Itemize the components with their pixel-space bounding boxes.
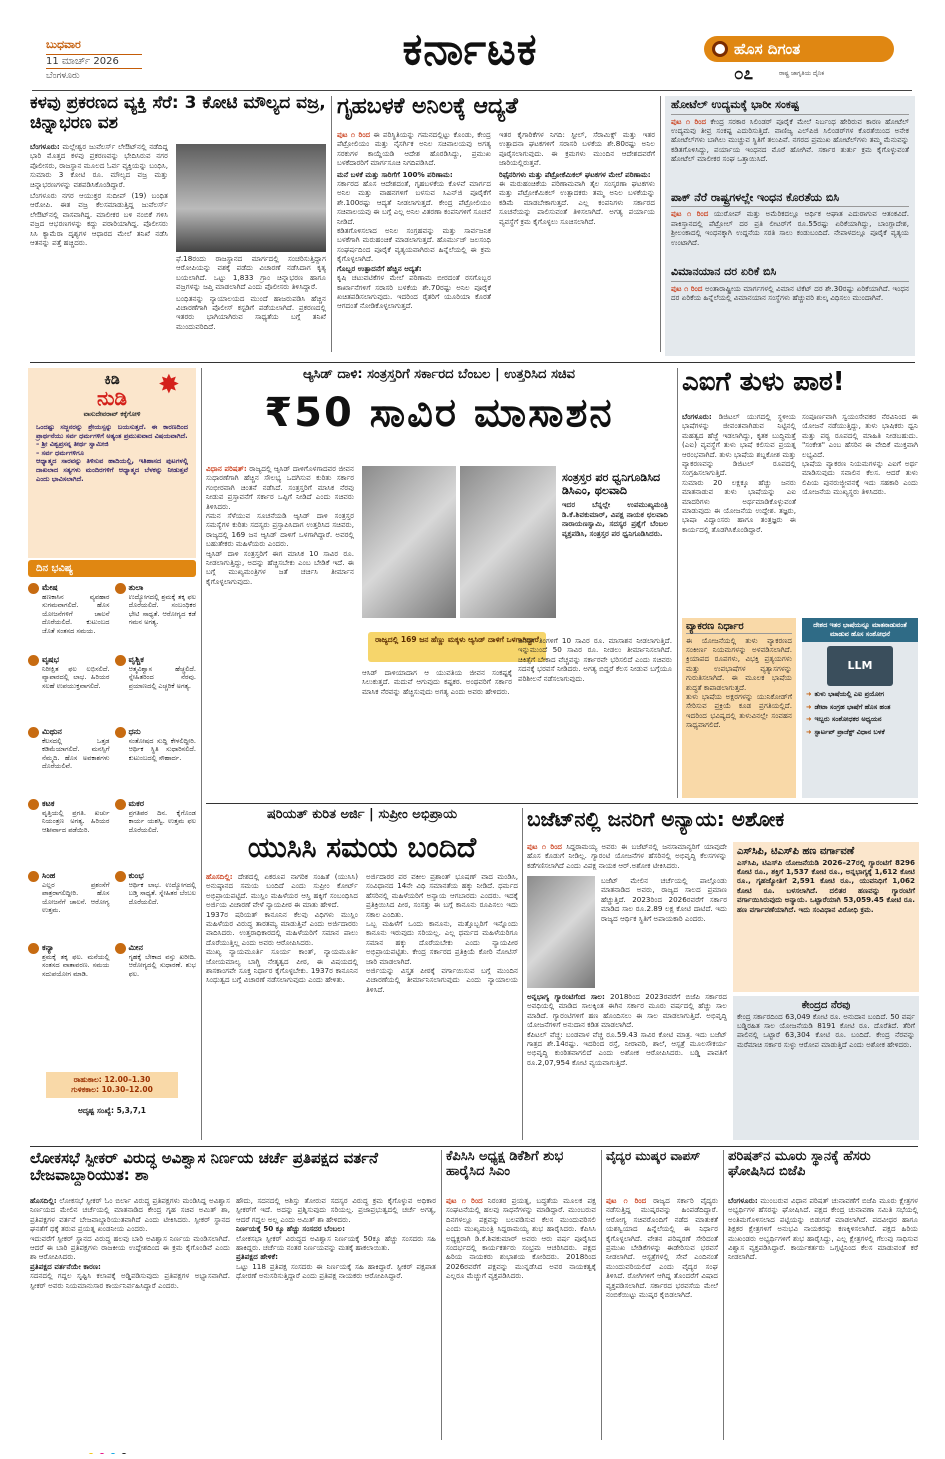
ucc-para-2: 1937ರ ಷರಿಯತ್ ಕಾನೂನಿನ ಕೆಲವು ವಿಧಿಗಳು ಮುಸ್ಲಿಂ ಮಹಿಳೆಯರ ವಿರುದ್ಧ ತಾರತಮ್ಯ ಮಾಡುತ್ತಿವೆ ಎಂದು ಅರ್ಜಿದಾರರು ವಾದಿಸಿದರು. ಉತ್ತರಾಧಿಕಾರದಲ್ಲಿ ಮಹಿಳೆಯರಿಗೆ ಸಮಾನ ಪಾಲು ದೊರೆಯುತ್ತಿಲ್ಲ ಎಂದು ಅವರು ಆರೋಪಿಸಿದರು. <box>206 909 358 947</box>
gas-sub-2: ಗೊಬ್ಬರ ಉತ್ಪಾದನೆಗೆ ಹೆಚ್ಚಿನ ಆದ್ಯತೆ: <box>337 263 422 273</box>
tulu-story <box>682 368 918 800</box>
section-title: ಕರ್ನಾಟಕ <box>402 24 538 75</box>
kpcc-text: ನಿರಂತರ ಪ್ರಯತ್ನ, ಬದ್ಧತೆಯ ಮೂಲಕ ಪಕ್ಷ ಸಂಘಟನೆಯಲ್ಲಿ ಹಲವು ಸಾಧನೆಗಳನ್ನು ಮಾಡಿದ್ದಾರೆ. ಮುಂಬರುವ ದಿನಗಳಲ್ಲೂ ಪಕ್ಷವನ್ನು ಬಲಪಡಿಸುವ ಕೆಲಸ ಮುಂದುವರಿಸಲಿ ಎಂದು ಮುಖ್ಯಮಂತ್ರಿ ಸಿದ್ದರಾಮಯ್ಯ ಶುಭ ಹಾರೈಸಿದರು. ಕೆಪಿಸಿಸಿ ಅಧ್ಯಕ್ಷರಾಗಿ ಡಿ.ಕೆ.ಶಿವಕುಮಾರ್ ಅವರು ಆರು ವರ್ಷ ಪೂರೈಸಿದ ಸಂದರ್ಭದಲ್ಲಿ ಕಾರ್ಯಕರ್ತರು ಸಂಭ್ರಮ ಆಚರಿಸಿದರು. ಪಕ್ಷದ ಹಿರಿಯ ನಾಯಕರು ಶುಭಾಶಯ ಕೋರಿದರು. 2018ರಿಂದ 2026ರವರೆಗೆ ಪಕ್ಷವನ್ನು ಮುನ್ನಡೆಸಿದ ಅವರ ನಾಯಕತ್ವಕ್ಕೆ ಎಲ್ಲರೂ ಮೆಚ್ಚುಗೆ ವ್ಯಕ್ತಪಡಿಸಿದರು. <box>446 1196 596 1281</box>
horoscope-sign <box>115 799 197 868</box>
hotel-dateline: ಪುಟ ೧ ರಿಂದ <box>671 116 707 126</box>
kidi-text-2: ಆಧ್ಯಾತ್ಮದ ಸಾರವನ್ನು ತಿಳಿಸುವ ಹಾದಿಯಲ್ಲಿ, ಇತಿಹಾಸದ ಪುಟಗಳಲ್ಲಿ ದಾಖಲಾದ ಸತ್ಯಗಳು ಮಂದಿರಗಳಿಗೆ ಆಧ್ಯಾತ್ಮದ ಬೆಳಕನ್ನು ನೀಡುತ್ತವೆ ಎಂದು ಭಾವಿಸಲಾಗಿದೆ. <box>36 457 188 483</box>
sign-text: ವೃತ್ತಿಯಲ್ಲಿ ಪ್ರಗತಿ. ಖರ್ಚು ನಿಯಂತ್ರಣ ಅಗತ್ಯ. ಹಿರಿಯರ ಆಶೀರ್ವಾದ ಪಡೆಯಿರಿ. <box>42 809 110 834</box>
tulu-para-6: ತುಳು ಭಾಷೆಯ ಅಕ್ಷರಗಳನ್ನು ಯುನಿಕೋಡ್‌ಗೆ ಸೇರಿಸುವ ಪ್ರಕ್ರಿಯೆ ಕೂಡ ಪ್ರಗತಿಯಲ್ಲಿದೆ. ಇದರಿಂದ ಭವಿಷ್ಯದಲ್ಲಿ ತುಳುವಿನಲ್ಲೇ ಸಂವಹನ ಸಾಧ್ಯವಾಗಲಿದೆ. <box>686 691 792 730</box>
sign-name: ಕಟಕ <box>42 799 55 808</box>
kidi-title: ಕಿಡಿ <box>104 372 120 388</box>
sign-text: ಕೆಲಸದಲ್ಲಿ ಒತ್ತಡ ಕಡಿಮೆಯಾಗಲಿದೆ. ಮನಸ್ಸಿಗೆ ನೆಮ್ಮದಿ. ಹೊಸ ಅವಕಾಶಗಳು ದೊರೆಯಲಿವೆ. <box>42 737 110 771</box>
tulu-para-4: ಭಾಷೆಯ ವ್ಯಾಕರಣ ನಿಯಮಗಳನ್ನು ಎಐಗೆ ಅರ್ಥ ಮಾಡಿಸುವುದು ಸವಾಲಿನ ಕೆಲಸ. ಆದರೆ ತುಳು ಲಿಪಿಯ ಪುನರುಜ್ಜೀವನಕ್ಕೆ ಇದು ಸಹಕಾರಿ ಎಂದು ಯೋಜನೆಯ ಮುಖ್ಯಸ್ಥರು ತಿಳಿಸಿದರು. <box>802 459 918 497</box>
council-story <box>728 1150 918 1440</box>
shah-sub-3: ಪ್ರತಿಪಕ್ಷದ ಹೇಳಿಕೆ: <box>236 1252 279 1262</box>
horoscope <box>28 560 196 1140</box>
ucc-para-4: ಅರ್ಜಿದಾರರ ಪರ ವಕೀಲ ಪ್ರಶಾಂತ್ ಭೂಷಣ್ ವಾದ ಮಂಡಿಸಿ, ಸಂವಿಧಾನದ 14ನೇ ವಿಧಿ ಸಮಾನತೆಯ ಹಕ್ಕು ನೀಡಿದೆ. ಧರ್ಮದ ಹೆಸರಿನಲ್ಲಿ ಮಹಿಳೆಯರಿಗೆ ಅನ್ಯಾಯ ಆಗಬಾರದು ಎಂದರು. ಇದಕ್ಕೆ ಪ್ರತಿಕ್ರಿಯಿಸಿದ ಪೀಠ, ಸಂಸತ್ತು ಈ ಬಗ್ಗೆ ಕಾನೂನು ರೂಪಿಸಲು ಇದು ಸಕಾಲ ಎಂದಿತು. <box>366 872 518 919</box>
sign-text: ಹಣಕಾಸಿನ ವ್ಯವಹಾರ ಸುಗಮವಾಗಲಿದೆ. ಹೊಸ ಯೋಜನೆಗಳಿಗೆ ಚಾಲನೆ ದೊರೆಯಲಿದೆ. ಕುಟುಂಬದ ಜೊತೆ ಸಂತಸದ ಸಮಯ. <box>42 593 110 635</box>
tulu-para-2: ಸುಮಾರು 20 ಲಕ್ಷಕ್ಕೂ ಹೆಚ್ಚು ಜನರು ಮಾತನಾಡುವ ತುಳು ಭಾಷೆಯನ್ನು ಎಐ ಮಾದರಿಗಳು ಅರ್ಥಮಾಡಿಕೊಳ್ಳುವಂತೆ ಮಾಡುವುದು ಈ ಯೋಜನೆಯ ಉದ್ದೇಶ. ತಜ್ಞರು, ಭಾಷಾ ವಿದ್ವಾಂಸರು ಹಾಗೂ ತಂತ್ರಜ್ಞರು ಈ ಕಾರ್ಯದಲ್ಲಿ ತೊಡಗಿಸಿಕೊಂಡಿದ್ದಾರೆ. <box>682 477 796 534</box>
council-text: ಮುಂಬರುವ ವಿಧಾನ ಪರಿಷತ್ ಚುನಾವಣೆಗೆ ಬಿಜೆಪಿ ಮೂರು ಕ್ಷೇತ್ರಗಳ ಅಭ್ಯರ್ಥಿಗಳ ಹೆಸರನ್ನು ಘೋಷಿಸಿದೆ. ಪಕ್ಷದ ಕೇಂದ್ರ ಚುನಾವಣಾ ಸಮಿತಿ ಸಭೆಯಲ್ಲಿ ಅಂತಿಮಗೊಳಿಸಲಾದ ಪಟ್ಟಿಯನ್ನು ಬಿಡುಗಡೆ ಮಾಡಲಾಗಿದೆ. ಪದವೀಧರ ಹಾಗೂ ಶಿಕ್ಷಕರ ಕ್ಷೇತ್ರಗಳಿಗೆ ಅನುಭವಿ ನಾಯಕರನ್ನು ಕಣಕ್ಕಿಳಿಸಲಾಗಿದೆ. ಪಕ್ಷದ ಹಿರಿಯ ಮುಖಂಡರು ಅಭ್ಯರ್ಥಿಗಳಿಗೆ ಶುಭ ಹಾರೈಸಿದ್ದು, ಎಲ್ಲ ಕ್ಷೇತ್ರಗಳಲ್ಲಿ ಗೆಲುವು ಸಾಧಿಸುವ ವಿಶ್ವಾಸ ವ್ಯಕ್ತಪಡಿಸಿದ್ದಾರೆ. ಕಾರ್ಯಕರ್ತರು ಒಗ್ಗಟ್ಟಿನಿಂದ ಕೆಲಸ ಮಾಡುವಂತೆ ಕರೆ ನೀಡಲಾಗಿದೆ. <box>728 1196 918 1262</box>
acid-para-4: ಆಸಿಡ್ ದಾಳಿಯಾದಾಗ ಆ ಯುವತಿಯ ಜೀವನ ಸಂಕಷ್ಟಕ್ಕೆ ಸಿಲುಕುತ್ತದೆ. ಮದುವೆ ಆಗುವುದು ಕಷ್ಟಕರ. ಅಂಥವರಿಗೆ ಸರ್ಕಾರ ಮಾಸಿಕ ನೆರವನ್ನು ಹೆಚ್ಚಿಸುವುದು ಅಗತ್ಯ ಎಂದು ಅವರು ಹೇಳಿದರು. <box>362 668 512 696</box>
llm-box <box>802 618 918 798</box>
central-aid-box <box>733 996 919 1140</box>
flight-dateline: ಪುಟ ೧ ರಿಂದ <box>671 283 703 293</box>
zodiac-icon <box>115 583 126 594</box>
issue-city: ಬೆಂಗಳೂರು <box>46 71 80 78</box>
pak-dateline: ಪುಟ ೧ ರಿಂದ <box>671 209 709 219</box>
ucc-dateline: ಹೊಸದಿಲ್ಲಿ: <box>206 872 233 881</box>
bullet-icon: ➜ <box>806 715 812 724</box>
acid-para-1: ರಾಜ್ಯದಲ್ಲಿ ಆ್ಯಸಿಡ್ ದಾಳಿಗೊಳಗಾದವರ ಜೀವನ ಸುಧಾರಣೆಗಾಗಿ ಹೆಚ್ಚಿನ ಸೌಲಭ್ಯ ಒದಗಿಸುವ ಕುರಿತು ಸರ್ಕಾರ ಗಂಭೀರವಾಗಿ ಚಿಂತನೆ ನಡೆಸಿದೆ. ಸಂತ್ರಸ್ತರಿಗೆ ಮಾಸಿಕ ನೆರವು ನೀಡುವ ಪ್ರಸ್ತಾವನೆಗೆ ಸರ್ಕಾರ ಒಪ್ಪಿಗೆ ನೀಡಿದೆ ಎಂದು ಸಚಿವರು ತಿಳಿಸಿದರು. <box>206 464 354 511</box>
masthead <box>0 0 945 92</box>
sign-text: ಪ್ರಗತಿಪರ ದಿನ. ಕೈಗೊಂಡ ಕಾರ್ಯ ಯಶಸ್ವಿ. ಉತ್ತಮ ಫಲ ದೊರೆಯಲಿದೆ. <box>128 809 196 834</box>
acid-dateline: ವಿಧಾನ ಪರಿಷತ್: <box>206 464 247 473</box>
council-dateline: ಬೆಂಗಳೂರು: <box>728 1196 758 1205</box>
print-registration-marks <box>88 1444 128 1454</box>
ucc-para-6: ಅರ್ಜಿಯನ್ನು ವಿಸ್ತೃತ ಪೀಠಕ್ಕೆ ವರ್ಗಾಯಿಸುವ ಬಗ್ಗೆ ಮುಂದಿನ ವಿಚಾರಣೆಯಲ್ಲಿ ತೀರ್ಮಾನಿಸಲಾಗುವುದು ಎಂದು ನ್ಯಾಯಾಲಯ ತಿಳಿಸಿದೆ. <box>366 966 518 994</box>
kidi-nudi-box <box>28 368 196 558</box>
sign-text: ಗೃಹಕ್ಕೆ ಬೇಕಾದ ವಸ್ತು ಖರೀದಿ. ಆರೋಗ್ಯದಲ್ಲಿ ಸುಧಾರಣೆ. ಶುಭ ಫಲ. <box>128 953 196 978</box>
sign-text: ಶ್ರಮಕ್ಕೆ ತಕ್ಕ ಫಲ. ಮನೆಯಲ್ಲಿ ಸಂತಸದ ವಾತಾವರಣ. ಸಮಯ ಸದುಪಯೋಗ ಮಾಡಿ. <box>42 953 110 978</box>
sign-name: ಮಿಥುನ <box>42 727 62 736</box>
sign-name: ವೃಶ್ಚಿಕ <box>128 655 144 664</box>
horoscope-sign <box>115 655 197 724</box>
central-aid-text: ಕೇಂದ್ರ ಸರ್ಕಾರದಿಂದ 63,049 ಕೋಟಿ ರೂ. ಅನುದಾನ ಬಂದಿದೆ. 50 ವರ್ಷ ಬಡ್ಡಿರಹಿತ ಸಾಲ ಯೋಜನೆಯಡಿ 8191 ಕೋಟಿ ರೂ. ದೊರೆತಿದೆ. ತೆರಿಗೆ ಪಾಲಿನಲ್ಲಿ ಒಟ್ಟಾರೆ 63,304 ಕೋಟಿ ರೂ. ಬಂದಿದೆ. ಕೇಂದ್ರ ನೆರವನ್ನು ಮರೆಮಾಚಿ ಸರ್ಕಾರ ಸುಳ್ಳು ಆರೋಪ ಮಾಡುತ್ತಿದೆ ಎಂದು ಅಶೋಕ ಹೇಳಿದರು. <box>737 1011 915 1049</box>
doctors-text: ರಾಜ್ಯದ ಸರ್ಕಾರಿ ವೈದ್ಯರು ನಡೆಸುತ್ತಿದ್ದ ಮುಷ್ಕರವನ್ನು ಹಿಂಪಡೆದಿದ್ದಾರೆ. ಆರೋಗ್ಯ ಸಚಿವರೊಂದಿಗೆ ನಡೆದ ಮಾತುಕತೆ ಯಶಸ್ವಿಯಾದ ಹಿನ್ನೆಲೆಯಲ್ಲಿ ಈ ನಿರ್ಧಾರ ಕೈಗೊಳ್ಳಲಾಗಿದೆ. ವೇತನ ಪರಿಷ್ಕರಣೆ ಸೇರಿದಂತೆ ಪ್ರಮುಖ ಬೇಡಿಕೆಗಳನ್ನು ಈಡೇರಿಸುವ ಭರವಸೆ ನೀಡಲಾಗಿದೆ. ಆಸ್ಪತ್ರೆಗಳಲ್ಲಿ ಸೇವೆ ಎಂದಿನಂತೆ ಮುಂದುವರಿಯಲಿದೆ ಎಂದು ವೈದ್ಯರ ಸಂಘ ತಿಳಿಸಿದೆ. ರೋಗಿಗಳಿಗೆ ಆಗಿದ್ದ ತೊಂದರೆಗೆ ವಿಷಾದ ವ್ಯಕ್ತಪಡಿಸಲಾಗಿದೆ. ಸರ್ಕಾರದ ಭರವಸೆಯ ಮೇಲೆ ನಂಬಿಕೆಯಿಟ್ಟು ಮುಷ್ಕರ ಕೈಬಿಡಲಾಗಿದೆ. <box>606 1196 718 1300</box>
tulu-sub: ವ್ಯಾಕರಣ ನಿರ್ಧಾರ <box>686 621 792 634</box>
page-number: ೦೭ <box>734 64 754 84</box>
sign-text: ಉದ್ಯೋಗದಲ್ಲಿ ಶ್ರಮಕ್ಕೆ ತಕ್ಕ ಫಲ ದೊರೆಯಲಿದೆ. ಸಂಬಂಧಿಕರ ಭೇಟಿ ಸಾಧ್ಯತೆ. ಆರೋಗ್ಯದ ಕಡೆ ಗಮನ ಅಗತ್ಯ. <box>128 593 196 627</box>
lucky-number: ಅದೃಷ್ಟ ಸಂಖ್ಯೆ: 5,3,7,1 <box>77 1106 147 1115</box>
horoscope-sign <box>115 943 197 1012</box>
shah-para-6: ಒಟ್ಟು 118 ಪ್ರತಿಪಕ್ಷ ಸಂಸದರು ಈ ನಿರ್ಣಯಕ್ಕೆ ಸಹಿ ಹಾಕಿದ್ದಾರೆ. ಸ್ಪೀಕರ್ ಪಕ್ಷಪಾತ ಧೋರಣೆ ಅನುಸರಿಸುತ್ತಿದ್ದಾರೆ ಎಂದು ಪ್ರತಿಪಕ್ಷ ನಾಯಕರು ಆರೋಪಿಸಿದ್ದಾರೆ. <box>236 1261 436 1281</box>
zodiac-icon <box>28 583 39 594</box>
council-headline: ಪರಿಷತ್‌ನ ಮೂರು ಸ್ಥಾನಕ್ಕೆ ಹೆಸರು ಘೋಷಿಸಿದ ಬಿಜೆಪಿ <box>728 1150 871 1179</box>
gas-sub-1: ಮನೆ ಬಳಕೆ ಮತ್ತು ಸಾರಿಗೆಗೆ 100% ಪರಿಣಾಮ: <box>337 169 453 179</box>
flight-headline: ವಿಮಾನಯಾನ ದರ ಏರಿಕೆ ಬಿಸಿ <box>671 266 909 282</box>
llm-bullet <box>806 728 914 737</box>
shah-para-4: ಹೌದು, ಸದನದಲ್ಲಿ ಅಶಿಸ್ತು ತೋರುವ ಸದಸ್ಯರ ವಿರುದ್ಧ ಕ್ರಮ ಕೈಗೊಳ್ಳುವ ಅಧಿಕಾರ ಸ್ಪೀಕರ್‌ಗೆ ಇದೆ. ಅದನ್ನು ಪ್ರಶ್ನಿಸುವುದು ಸರಿಯಲ್ಲ. ಪ್ರಜಾಪ್ರಭುತ್ವದಲ್ಲಿ ಚರ್ಚೆ ಅಗತ್ಯ, ಆದರೆ ಗದ್ದಲ ಅಲ್ಲ ಎಂದು ಅಮಿತ್ ಶಾ ಹೇಳಿದರು. <box>236 1196 436 1224</box>
horoscope-title: ದಿನ ಭವಿಷ್ಯ <box>28 560 196 577</box>
budget-para-1: ಸಿದ್ದರಾಮಯ್ಯ ಅವರು ಈ ಬಜೆಟ್‌ನಲ್ಲಿ ಜನಸಾಮಾನ್ಯರಿಗೆ ಯಾವುದೇ ಹೊಸ ಕೊಡುಗೆ ನೀಡಿಲ್ಲ. ಗ್ಯಾರಂಟಿ ಯೋಜನೆಗಳ ಹೆಸರಿನಲ್ಲಿ ಅಭಿವೃದ್ಧಿ ಕೆಲಸಗಳನ್ನು ಕಡೆಗಣಿಸಲಾಗಿದೆ ಎಂದು ವಿಪಕ್ಷ ನಾಯಕ ಆರ್.ಅಶೋಕ ಟೀಕಿಸಿದರು. <box>527 842 727 870</box>
budget-sub: ಅನ್ನಭಾಗ್ಯ ಗ್ಯಾರಂಟಿಗೆಂದ ಸಾಲ: <box>527 992 605 1001</box>
acid-kicker: ಆ್ಯಸಿಡ್ ದಾಳಿ: ಸಂತ್ರಸ್ತರಿಗೆ ಸರ್ಕಾರದ ಬೆಂಬಲ | ಉತ್ತರಿಸಿದ ಸಚಿವ <box>303 368 575 382</box>
sign-name: ಸಿಂಹ <box>42 871 56 880</box>
zodiac-icon <box>115 799 126 810</box>
chalavadi-photo <box>460 466 556 618</box>
theft-para-3: ಫೆ.18ರಂದು ರಾಜಸ್ಥಾನದ ಮಾರ್ಗದಲ್ಲಿ ಸಂಚರಿಸುತ್ತಿದ್ದಾಗ ಆರೋಪಿಯನ್ನು ವಶಕ್ಕೆ ಪಡೆದು ವಿಚಾರಣೆ ನಡೆಸಿದಾಗ ಕೃತ್ಯ ಬಯಲಾಗಿದೆ. ಒಟ್ಟು 1,833 ಗ್ರಾಂ ಚಿನ್ನಾಭರಣ ಹಾಗೂ ವಜ್ರಗಳನ್ನು ಜಪ್ತಿ ಮಾಡಲಾಗಿದೆ ಎಂದು ಪೊಲೀಸರು ತಿಳಿಸಿದ್ದಾರೆ. <box>176 254 326 292</box>
budget-story <box>527 808 919 1140</box>
theft-para-4: ಬಂಧಿತನನ್ನು ನ್ಯಾಯಾಲಯದ ಮುಂದೆ ಹಾಜರುಪಡಿಸಿ ಹೆಚ್ಚಿನ ವಿಚಾರಣೆಗಾಗಿ ಪೊಲೀಸ್ ಕಸ್ಟಡಿಗೆ ಪಡೆಯಲಾಗಿದೆ. ಪ್ರಕರಣದಲ್ಲಿ ಇತರರು ಭಾಗಿಯಾಗಿರುವ ಸಾಧ್ಯತೆಯ ಬಗ್ಗೆ ತನಿಖೆ ಮುಂದುವರಿದಿದೆ. <box>176 293 326 331</box>
budget-dateline: ಪುಟ ೧ ರಿಂದ <box>527 842 563 851</box>
shah-para-2: ಇದುವರೆಗೆ ಸ್ಪೀಕರ್ ಸ್ಥಾನದ ವಿರುದ್ಧ ಹಲವು ಬಾರಿ ಅವಿಶ್ವಾಸ ನಿರ್ಣಯ ಮಂಡಿಸಲಾಗಿದೆ. ಆದರೆ ಈ ಬಾರಿ ಪ್ರತಿಪಕ್ಷಗಳು ರಾಜಕೀಯ ಉದ್ದೇಶದಿಂದ ಈ ಕ್ರಮ ಕೈಗೊಂಡಿವೆ ಎಂದು ಶಾ ಆರೋಪಿಸಿದರು. <box>30 1233 230 1262</box>
kpcc-headline: ಕೆಪಿಸಿಸಿ ಅಧ್ಯಕ್ಷ ಡಿಕೆಶಿಗೆ ಶುಭ ಹಾರೈಸಿದ ಸಿಎಂ <box>446 1150 564 1179</box>
scp-text: ಎಸ್‌ಸಿಪಿ, ಟಿಎಸ್‌ಪಿ ಯೋಜನೆಯಡಿ 2026–27ರಲ್ಲಿ ಗ್ಯಾರಂಟಿಗೆ 8296 ಕೋಟಿ ರೂ., ಶಕ್ತಿಗೆ 1,537 ಕೋಟಿ ರೂ., ಅನ್ನಭಾಗ್ಯಕ್ಕೆ 1,612 ಕೋಟಿ ರೂ., ಗೃಹಜ್ಯೋತಿಗೆ 2,591 ಕೋಟಿ ರೂ., ಯುವನಿಧಿಗೆ 1,062 ಕೋಟಿ ರೂ. ಬಳಸಲಾಗಿದೆ. ದಲಿತರ ಹಣವನ್ನು ಗ್ಯಾರಂಟಿಗೆ ವರ್ಗಾಯಿಸಿರುವುದು ಅನ್ಯಾಯ. ಒಟ್ಟಾರೆಯಾಗಿ 53,059.45 ಕೋಟಿ ರೂ. ಹಣ ವರ್ಗಾವಣೆಯಾಗಿದೆ. ಇದು ಸಂವಿಧಾನ ವಿರೋಧಿ ಕ್ರಮ. <box>737 857 915 914</box>
sign-name: ಧನು <box>128 727 141 736</box>
theft-dateline: ಬೆಂಗಳೂರು: <box>30 142 60 151</box>
gas-para-1: ಈ ಪರಿಸ್ಥಿತಿಯನ್ನು ಗಮನದಲ್ಲಿಟ್ಟು ಕೊಂಡು, ಕೇಂದ್ರ ಪೆಟ್ರೋಲಿಯಂ ಮತ್ತು ನೈಸರ್ಗಿಕ ಅನಿಲ ಸಚಿವಾಲಯವು ಅಗತ್ಯ ಸರಕುಗಳ ಕಾಯ್ದೆಯಡಿ ಆದೇಶ ಹೊರಡಿಸಿದ್ದು, ಪ್ರಮುಖ ಬಳಕೆದಾರರಿಗೆ ಮಾರ್ಗಸೂಚಿ ನಿಗದಿಪಡಿಸಿದೆ. <box>337 130 491 168</box>
timings-box <box>46 1072 178 1098</box>
bullet-icon: ➜ <box>806 690 812 698</box>
horoscope-sign <box>115 727 197 796</box>
acid-para-2: ಗಮನ ಸೆಳೆಯುವ ಸೂಚನೆಯಡಿ ಆ್ಯಸಿಡ್ ದಾಳಿ ಸಂತ್ರಸ್ತರ ಸಮಸ್ಯೆಗಳ ಕುರಿತು ಸದಸ್ಯರು ಪ್ರಸ್ತಾಪಿಸಿದಾಗ ಉತ್ತರಿಸಿದ ಸಚಿವರು, ರಾಜ್ಯದಲ್ಲಿ 169 ಜನ ಆ್ಯಸಿಡ್ ದಾಳಿಗೆ ಒಳಗಾಗಿದ್ದಾರೆ. ಅವರಲ್ಲಿ ಬಹುತೇಕರು ಮಹಿಳೆಯರು ಎಂದರು. <box>206 511 354 549</box>
kidi-quote: ಒಂದಷ್ಟು ಸಜ್ಜನರನ್ನು ಶ್ರೇಯಸ್ಸನ್ನು ಬಯಸುತ್ತದೆ. ಈ ಕಾರಣದಿಂದ ಪ್ರಾರ್ಥನೆಯು ಸರ್ವ ಧರ್ಮಗಳಿಗೆ ಅತ್ಯಂತ ಪ್ರಮುಖವಾದ ವಿಷಯವಾಗಿದೆ. <box>36 423 188 440</box>
llm-bullet <box>806 690 914 699</box>
llm-bullet-text: ತುಳು ಭಾಷೆಯಲ್ಲಿ ಎಐ ಪ್ರಯೋಗ <box>814 690 885 698</box>
sign-text: ಆತ್ಮವಿಶ್ವಾಸ ಹೆಚ್ಚಲಿದೆ. ಸ್ನೇಹಿತರಿಂದ ನೆರವು. ಪ್ರಯಾಣದಲ್ಲಿ ಎಚ್ಚರಿಕೆ ಅಗತ್ಯ. <box>128 665 196 690</box>
zodiac-icon <box>115 727 126 738</box>
acid-caption-text: ಇದರ ಬೆನ್ನಲ್ಲೇ ಉಪಮುಖ್ಯಮಂತ್ರಿ ಡಿ.ಕೆ.ಶಿವಕುಮಾರ್, ವಿಪಕ್ಷ ನಾಯಕ ಛಲವಾದಿ ನಾರಾಯಣಸ್ವಾಮಿ, ಸದಸ್ಯರ ಪ್ರಶ್ನೆಗೆ ಬೆಂಬಲ ವ್ಯಕ್ತಪಡಿಸಿ, ಸಂತ್ರಸ್ತರ ಪರ ಧ್ವನಿಗೂಡಿಸಿದರು. <box>562 500 668 538</box>
llm-bullet-text: ಇಬ್ಬರು ಸಂಶೋಧಕರ ಅಧ್ಯಯನ <box>814 715 882 724</box>
zodiac-icon <box>28 943 39 954</box>
brand-tagline: ರಾಷ್ಟ್ರ ಜಾಗೃತಿಯ ದೈನಿಕ <box>779 70 825 77</box>
zodiac-icon <box>28 799 39 810</box>
doctors-story <box>606 1150 718 1440</box>
tulu-dateline: ಬೆಂಗಳೂರು: <box>682 412 712 421</box>
tulu-para-1: ಡಿಜಿಟಲ್ ಯುಗದಲ್ಲಿ ಸ್ಥಳೀಯ ಭಾಷೆಗಳನ್ನು ಜೀವಂತವಾಗಿಡುವ ನಿಟ್ಟಿನಲ್ಲಿ ಮಹತ್ವದ ಹೆಜ್ಜೆ ಇಡಲಾಗಿದ್ದು, ಕೃತಕ ಬುದ್ಧಿಮತ್ತೆ (ಎಐ) ವ್ಯವಸ್ಥೆಗೆ ತುಳು ಭಾಷೆ ಕಲಿಸುವ ಪ್ರಯತ್ನ ಆರಂಭವಾಗಿದೆ. ತುಳು ಭಾಷೆಯ ಶಬ್ದಕೋಶ ಮತ್ತು ವ್ಯಾಕರಣವನ್ನು ಡಿಜಿಟಲ್ ರೂಪದಲ್ಲಿ ಸಂಗ್ರಹಿಸಲಾಗುತ್ತಿದೆ. <box>682 412 796 478</box>
dcm-photo <box>362 466 456 618</box>
shah-sub-1: ಪ್ರತಿಪಕ್ಷದ ವರ್ತನೆಯೇ ಕಾರಣ: <box>30 1261 101 1271</box>
shah-para-5: ಲೋಕಸಭಾ ಸ್ಪೀಕರ್ ವಿರುದ್ಧದ ಅವಿಶ್ವಾಸ ನಿರ್ಣಯಕ್ಕೆ 50ಕ್ಕೂ ಹೆಚ್ಚು ಸಂಸದರು ಸಹಿ ಹಾಕಿದ್ದರು. ಚರ್ಚೆಯ ನಂತರ ನಿರ್ಣಯವನ್ನು ಮತಕ್ಕೆ ಹಾಕಲಾಯಿತು. <box>236 1233 436 1253</box>
nudi-title: ನುಡಿ <box>96 386 128 410</box>
horoscope-sign <box>115 871 197 940</box>
llm-bullet-text: ಡೇಟಾ ಸಂಗ್ರಹ ಭಾಷೆಗೆ ಹೊಸ ಹಂತ <box>814 702 891 711</box>
gas-para-5: ಇತರ ಕೈಗಾರಿಕೆಗಳ ನಿಗದಿ: ಸ್ಟೀಲ್, ಸೆರಾಮಿಕ್ಸ್ ಮತ್ತು ಇತರ ಉತ್ಪಾದನಾ ಘಟಕಗಳಿಗೆ ಸರಾಸರಿ ಬಳಕೆಯ ಶೇ.80ರಷ್ಟು ಅನಿಲ ಪೂರೈಸಲಾಗುವುದು. ಈ ಕ್ರಮಗಳು ಮುಂದಿನ ಆದೇಶದವರೆಗೆ ಜಾರಿಯಲ್ಲಿರುತ್ತವೆ. <box>499 130 655 168</box>
llm-bullet <box>806 703 914 712</box>
issue-day: ಬುಧವಾರ <box>46 38 81 51</box>
theft-story <box>30 94 326 352</box>
sign-name: ಮೀನ <box>128 943 143 952</box>
doctors-dateline: ಪುಟ ೧ ರಿಂದ <box>606 1196 647 1205</box>
hotel-headline: ಹೋಟೆಲ್ ಉದ್ಯಮಕ್ಕೆ ಭಾರೀ ಸಂಕಷ್ಟ <box>671 99 909 115</box>
sign-name: ಮೇಷ <box>42 583 58 592</box>
sign-name: ಕುಂಭ <box>128 871 144 880</box>
ucc-headline: ಯುಸಿಸಿ ಸಮಯ ಬಂದಿದೆ <box>247 831 477 864</box>
gas-para-3: ಕಡಿತಗೊಳಿಸಲಾದ ಅನಿಲ ಸಂಗ್ರಹವನ್ನು ಮತ್ತು ಸಾರ್ವಜನಿಕ ಬಳಕೆಗಾಗಿ ಮರುಹಂಚಿಕೆ ಮಾಡಲಾಗುತ್ತದೆ. ಹೊರ್ಮುಜ್ ಜಲಸಂಧಿ ಸಂಘರ್ಷದಿಂದ ಪೂರೈಕೆ ವ್ಯತ್ಯಯವಾಗಿರುವ ಹಿನ್ನೆಲೆಯಲ್ಲಿ ಈ ಕ್ರಮ ಕೈಗೊಳ್ಳಲಾಗಿದೆ. <box>337 226 491 264</box>
horoscope-sign <box>28 583 110 652</box>
sign-text: ಆರ್ಥಿಕ ಲಾಭ. ಉದ್ಯೋಗದಲ್ಲಿ ಬಡ್ತಿ ಸಾಧ್ಯತೆ. ಸ್ನೇಹಿತರ ಬೆಂಬಲ ದೊರೆಯಲಿದೆ. <box>128 881 196 906</box>
kidi-line-2: – ಸರ್ವ ಧರ್ಮಗಳಿಗೂ <box>36 448 84 457</box>
zodiac-icon <box>28 727 39 738</box>
theft-para-2: ಬೆಂಗಳೂರು ನಗರ ಆಯುಕ್ತರ ಸುದೀಪ್ (19) ಬಂಧಿತ ಆರೋಪಿ. ಈತ ವಜ್ರ ಕೆಲಸಮಾಡುತ್ತಿದ್ದ ಜುವೆಲರ್ಸ್ ಲೇಔಟ್‌ನಲ್ಲಿ ವಾಸವಾಗಿದ್ದ. ಮಾಲೀಕರ ಬಳಿ ನಂಬಿಕೆ ಗಳಿಸಿ ವಜ್ರದ ಆಭರಣಗಳನ್ನು ಕದ್ದು ಪರಾರಿಯಾಗಿದ್ದ. ಪೊಲೀಸರು ಸಿಸಿ ಕ್ಯಾಮೆರಾ ದೃಶ್ಯಗಳ ಆಧಾರದ ಮೇಲೆ ತನಿಖೆ ನಡೆಸಿ ಆತನನ್ನು ಪತ್ತೆ ಹಚ್ಚಿದರು. <box>30 191 168 248</box>
llm-box-title: ದೇಶದ ಇತರ ಭಾಷೆಯನ್ನೂ ಮಾತನಾಡುವಂತೆ ಮಾಡುವ ಹೊಸ ಸಂಶೋಧನೆ <box>802 618 918 642</box>
doctors-headline: ವೈದ್ಯರ ಮುಷ್ಕರ ವಾಪಸ್ <box>606 1150 701 1163</box>
police-photo <box>176 144 326 252</box>
horoscope-sign <box>28 655 110 724</box>
pak-headline: ಪಾಕ್ ನೆರೆ ರಾಷ್ಟ್ರಗಳಲ್ಲೇ ಇಂಧನ ಕೊರತೆಯ ಬಿಸಿ <box>671 192 909 208</box>
rahu-kala: ರಾಹುಕಾಲ: 12.00–1.30 <box>73 1075 151 1084</box>
acid-headline: ₹50 ಸಾವಿರ ಮಾಸಾಶನ <box>264 390 614 436</box>
ashoka-photo <box>527 876 595 988</box>
ucc-kicker: ಷರಿಯತ್ ಕುರಿತ ಅರ್ಜಿ | ಸುಪ್ರೀಂ ಅಭಿಪ್ರಾಯ <box>266 808 458 822</box>
lamp-icon <box>712 41 728 57</box>
pak-text: ಯುರೋಪ್ ಮತ್ತು ಅಮೆರಿಕದಲ್ಲೂ ಆರ್ಥಿಕ ಆಘಾತ ಎದುರಾಗುವ ಆತಂಕವಿದೆ. ಪಾಕಿಸ್ತಾನದಲ್ಲಿ ಪೆಟ್ರೋಲ್ ದರ ಪ್ರತಿ ಲೀಟರ್‌ಗೆ ರೂ.55ರಷ್ಟು ಏರಿಕೆಯಾಗಿದ್ದು, ಬಾಂಗ್ಲಾದೇಶ, ಶ್ರೀಲಂಕಾದಲ್ಲಿ ಇಂಧನಕ್ಕಾಗಿ ಉದ್ದನೆಯ ಸರತಿ ಸಾಲು ಕಂಡುಬಂದಿದೆ. ನೇಪಾಳದಲ್ಲೂ ಪೂರೈಕೆ ವ್ಯತ್ಯಯ ಉಂಟಾಗಿದೆ. <box>671 209 909 247</box>
tulu-headline: ಎಐಗೆ ತುಳು ಪಾಠ! <box>682 368 845 397</box>
kpcc-dateline: ಪುಟ ೧ ರಿಂದ <box>446 1196 483 1205</box>
zodiac-icon <box>115 655 126 666</box>
brand-name: ಹೊಸ ದಿಗಂತ <box>734 40 801 58</box>
kpcc-story <box>446 1150 596 1440</box>
hotel-text: ಕೇಂದ್ರ ಸರಕಾರ ಸಿಲಿಂಡರ್ ಪೂರೈಕೆ ಮೇಲೆ ನಿರ್ಬಂಧ ಹೇರಿರುವ ಕಾರಣ ಹೋಟೆಲ್ ಉದ್ಯಮವು ತೀವ್ರ ಸಂಕಷ್ಟ ಎದುರಿಸುತ್ತಿದೆ. ವಾಣಿಜ್ಯ ಎಲ್‌ಪಿಜಿ ಸಿಲಿಂಡರ್‌ಗಳ ಕೊರತೆಯಿಂದ ಅನೇಕ ಹೋಟೆಲ್‌ಗಳು ಬಾಗಿಲು ಮುಚ್ಚುವ ಸ್ಥಿತಿಗೆ ತಲುಪಿವೆ. ನಗರದ ಪ್ರಮುಖ ಹೋಟೆಲ್‌ಗಳು ತಮ್ಮ ಮೆನುವನ್ನು ಕಡಿತಗೊಳಿಸಿದ್ದು, ಪರ್ಯಾಯ ಇಂಧನದ ಮೊರೆ ಹೋಗಿವೆ. ಸರ್ಕಾರ ತುರ್ತು ಕ್ರಮ ಕೈಗೊಳ್ಳುವಂತೆ ಹೋಟೆಲ್ ಮಾಲೀಕರ ಸಂಘ ಒತ್ತಾಯಿಸಿದೆ. <box>671 116 909 164</box>
zodiac-icon <box>28 655 39 666</box>
shah-dateline: ಹೊಸದಿಲ್ಲಿ: <box>30 1196 57 1205</box>
scp-title: ಎಸ್‌ಸಿಪಿ, ಟಿಎಸ್‌ಪಿ ಹಣ ವರ್ಗಾವಣೆ <box>737 846 855 857</box>
central-aid-title: ಕೇಂದ್ರದ ನೆರವು <box>801 1000 851 1011</box>
horoscope-sign <box>28 799 110 868</box>
sign-text: ಸಂತೋಷದ ಸುದ್ದಿ ಕೇಳಲಿದ್ದೀರಿ. ಆರ್ಥಿಕ ಸ್ಥಿತಿ ಸುಧಾರಿಸಲಿದೆ. ಕುಟುಂಬದಲ್ಲಿ ಸೌಹಾರ್ದ. <box>128 737 196 762</box>
scp-box <box>733 842 919 992</box>
horoscope-sign <box>28 871 110 940</box>
bullet-icon: ➜ <box>806 727 812 736</box>
theft-headline: ಕಳವು ಪ್ರಕರಣದ ವ್ಯಕ್ತಿ ಸೆರೆ: 3 ಕೋಟಿ ಮೌಲ್ಯದ ವಜ್ರ, ಚಿನ್ನಾಭರಣ ವಶ <box>30 94 326 133</box>
sign-text: ನಿರೀಕ್ಷಿತ ಫಲ ಲಭಿಸಲಿದೆ. ವ್ಯಾಪಾರದಲ್ಲಿ ಲಾಭ. ಹಿರಿಯರ ಸಲಹೆ ಉಪಯುಕ್ತವಾಗಲಿದೆ. <box>42 665 110 690</box>
acid-para-3: ಆ್ಯಸಿಡ್ ದಾಳಿ ಸಂತ್ರಸ್ತರಿಗೆ ಈಗ ಮಾಸಿಕ 10 ಸಾವಿರ ರೂ. ನೀಡಲಾಗುತ್ತಿದ್ದು, ಅದನ್ನು ಹೆಚ್ಚಿಸಬೇಕು ಎಂಬ ಬೇಡಿಕೆ ಇದೆ. ಈ ಬಗ್ಗೆ ಮುಖ್ಯಮಂತ್ರಿಗಳ ಜತೆ ಚರ್ಚಿಸಿ ತೀರ್ಮಾನ ಕೈಗೊಳ್ಳಲಾಗುವುದು. <box>206 548 354 586</box>
gas-para-6: ಈ ಮರುಹಂಚಿಕೆಯ ಪರಿಣಾಮವಾಗಿ ತೈಲ ಸಂಸ್ಕರಣಾ ಘಟಕಗಳು ಮತ್ತು ಪೆಟ್ರೋಕೆಮಿಕಲ್ ಉತ್ಪಾದಕರು ತಮ್ಮ ಅನಿಲ ಬಳಕೆಯನ್ನು ಕಡಿಮೆ ಮಾಡಬೇಕಾಗುತ್ತದೆ. ಎಲ್ಲ ಕಂಪನಿಗಳು ಸರ್ಕಾರದ ಸೂಚನೆಯನ್ನು ಪಾಲಿಸುವಂತೆ ತಿಳಿಸಲಾಗಿದೆ. ಅಗತ್ಯ ಪರ್ಯಾಯ ವ್ಯವಸ್ಥೆಗೆ ಕ್ರಮ ಕೈಗೊಳ್ಳಲು ಸೂಚಿಸಲಾಗಿದೆ. <box>499 179 655 226</box>
shah-headline: ಲೋಕಸಭೆ ಸ್ಪೀಕರ್ ವಿರುದ್ಧ ಅವಿಶ್ವಾಸ ನಿರ್ಣಯ ಚರ್ಚೆ ಪ್ರತಿಪಕ್ಷದ ವರ್ತನೆ ಬೇಜವಾಬ್ದಾರಿಯುತ: ಶಾ <box>30 1150 378 1185</box>
zodiac-icon <box>115 943 126 954</box>
budget-para-4: ಕೆಪಿಟಲ್ ವೆಚ್ಚ: ಬಂಡವಾಳ ವೆಚ್ಚ ರೂ.59.43 ಸಾವಿರ ಕೋಟಿ ಮಾತ್ರ. ಇದು ಬಜೆಟ್ ಗಾತ್ರದ ಶೇ.14ರಷ್ಟು. ಇದರಿಂದ ರಸ್ತೆ, ನೀರಾವರಿ, ಶಾಲೆ, ಆಸ್ಪತ್ರೆ ಮೂಲಸೌಕರ್ಯ ಅಭಿವೃದ್ಧಿ ಕುಂಠಿತವಾಗಲಿದೆ ಎಂದು ಅಶೋಕ ಆರೋಪಿಸಿದರು. ಬಡ್ಡಿ ಪಾವತಿಗೆ ರೂ.2,07,954 ಕೋಟಿ ವ್ಯಯವಾಗುತ್ತಿದೆ. <box>527 1029 727 1067</box>
brand-logo <box>704 36 894 88</box>
kidi-line-1: – ಶ್ರೀ ವಿಶ್ವಪ್ರಸನ್ನ ತೀರ್ಥ ಸ್ವಾಮೀಜಿ <box>36 440 109 449</box>
sign-name: ತುಲಾ <box>128 583 144 592</box>
acid-tag: ರಾಜ್ಯದಲ್ಲಿ 169 ಜನ ಹೆಣ್ಣು ಮಕ್ಕಳು ಆ್ಯಸಿಡ್ ದಾಳಿಗೆ ಒಳಗಾಗಿದ್ದಾರೆ <box>368 632 546 662</box>
zodiac-icon <box>28 871 39 882</box>
gas-para-4: ಕೃಷಿ ಚಟುವಟಿಕೆಗಳ ಮೇಲೆ ಪರಿಣಾಮ ಬೀರದಂತೆ ರಸಗೊಬ್ಬರ ಕಾರ್ಖಾನೆಗಳಿಗೆ ಸರಾಸರಿ ಬಳಕೆಯ ಶೇ.70ರಷ್ಟು ಅನಿಲ ಪೂರೈಕೆ ಖಚಿತಪಡಿಸಲಾಗುವುದು. ಇದರಿಂದ ರೈತರಿಗೆ ಯೂರಿಯಾ ಕೊರತೆ ಆಗದಂತೆ ನೋಡಿಕೊಳ್ಳಲಾಗುತ್ತದೆ. <box>337 273 491 311</box>
sign-name: ಮಕರ <box>128 799 144 808</box>
issue-date: 11 ಮಾರ್ಚ್ 2026 <box>46 54 142 69</box>
shah-para-1: ಲೋಕಸಭೆ ಸ್ಪೀಕರ್ ಓಂ ಬಿರ್ಲಾ ವಿರುದ್ಧ ಪ್ರತಿಪಕ್ಷಗಳು ಮಂಡಿಸಿದ್ದ ಅವಿಶ್ವಾಸ ನಿರ್ಣಯದ ಮೇಲಿನ ಚರ್ಚೆಯಲ್ಲಿ ಮಾತನಾಡಿದ ಕೇಂದ್ರ ಗೃಹ ಸಚಿವ ಅಮಿತ್ ಶಾ, ಪ್ರತಿಪಕ್ಷಗಳ ವರ್ತನೆ ಬೇಜವಾಬ್ದಾರಿಯುತವಾಗಿದೆ ಎಂದು ಟೀಕಿಸಿದರು. ಸ್ಪೀಕರ್ ಸ್ಥಾನದ ಘನತೆಗೆ ಧಕ್ಕೆ ತರುವ ಪ್ರಯತ್ನ ಖಂಡನೀಯ ಎಂದರು. <box>30 1196 230 1234</box>
shah-story <box>30 1150 436 1440</box>
gas-story <box>337 94 655 352</box>
sign-text: ಎಲ್ಲರ ಪ್ರಶಂಸೆಗೆ ಪಾತ್ರರಾಗಲಿದ್ದೀರಿ. ಹೊಸ ಯೋಜನೆಗೆ ಚಾಲನೆ. ಆರೋಗ್ಯ ಉತ್ತಮ. <box>42 881 110 915</box>
bullet-icon: ➜ <box>806 702 812 711</box>
budget-headline: ಬಜೆಟ್‌ನಲ್ಲಿ ಜನರಿಗೆ ಅನ್ಯಾಯ: ಅಶೋಕ <box>527 808 785 831</box>
gas-headline: ಗೃಹಬಳಕೆ ಅನಿಲಕ್ಕೆ ಆದ್ಯತೆ <box>337 94 518 119</box>
gas-para-2: ಸರ್ಕಾರದ ಹೊಸ ಆದೇಶದಂತೆ, ಗೃಹಬಳಕೆಯ ಕೊಳವೆ ಮಾರ್ಗದ ಅನಿಲ ಮತ್ತು ವಾಹನಗಳಿಗೆ ಬಳಸುವ ಸಿಎನ್‌ಜಿ ಪೂರೈಕೆಗೆ ಶೇ.100ರಷ್ಟು ಆದ್ಯತೆ ನೀಡಲಾಗುತ್ತದೆ. ಕೇಂದ್ರ ಪೆಟ್ರೋಲಿಯಂ ಸಚಿವಾಲಯವು ಈ ಬಗ್ಗೆ ಎಲ್ಲ ಅನಿಲ ವಿತರಣಾ ಕಂಪನಿಗಳಿಗೆ ಸೂಚನೆ ನೀಡಿದೆ. <box>337 179 491 226</box>
theft-para-1: ಮಲ್ಲೇಶ್ವರ ಜುವೆಲರ್ಸ್ ಲೇಔಟ್‌ನಲ್ಲಿ ನಡೆದಿದ್ದ ಭಾರಿ ಮೊತ್ತದ ಕಳವು ಪ್ರಕರಣವನ್ನು ಭೇದಿಸಿರುವ ನಗರ ಪೊಲೀಸರು, ರಾಜಸ್ಥಾನ ಮೂಲದ ಓರ್ವ ವ್ಯಕ್ತಿಯನ್ನು ಬಂಧಿಸಿ, ಸುಮಾರು 3 ಕೋಟಿ ರೂ. ಮೌಲ್ಯದ ವಜ್ರ ಮತ್ತು ಚಿನ್ನಾಭರಣಗಳನ್ನು ವಶಪಡಿಸಿಕೊಂಡಿದ್ದಾರೆ. <box>30 142 168 189</box>
budget-para-3: 2018ರಿಂದ 2023ರವರೆಗೆ ಬಿಜೆಪಿ ಸರ್ಕಾರದ ಅವಧಿಯಲ್ಲಿ ಮಾಡಿದ ಸಾಲಕ್ಕಿಂತ ಈಗಿನ ಸರ್ಕಾರ ಮೂರು ವರ್ಷದಲ್ಲಿ ಹೆಚ್ಚು ಸಾಲ ಮಾಡಿದೆ. ಗ್ಯಾರಂಟಿಗಳಿಗೆ ಹಣ ಹೊಂದಿಸಲು ಈ ಸಾಲ ಮಾಡಲಾಗುತ್ತಿದೆ. ಅಭಿವೃದ್ಧಿ ಯೋಜನೆಗಳಿಗೆ ಅನುದಾನ ಕಡಿತ ಮಾಡಲಾಗಿದೆ. <box>527 992 727 1030</box>
tulu-para-3: ಸಂಪೂರ್ಣವಾಗಿ ಸ್ವಯಂಸೇವಕರ ನೆರವಿನಿಂದ ಈ ಯೋಜನೆ ನಡೆಯುತ್ತಿದ್ದು, ತುಳು ಭಾಷಿಕರು ಧ್ವನಿ ಮತ್ತು ಪಠ್ಯ ರೂಪದಲ್ಲಿ ಮಾಹಿತಿ ನೀಡಬಹುದು. "ಸಂಕೇತ" ಎಂಬ ಹೆಸರಿನ ಈ ವೇದಿಕೆ ಮುಕ್ತವಾಗಿ ಲಭ್ಯವಿದೆ. <box>802 412 918 459</box>
tulu-para-5: ಈ ಯೋಜನೆಯಲ್ಲಿ ತುಳು ವ್ಯಾಕರಣದ ಸಂಕೀರ್ಣ ನಿಯಮಗಳನ್ನು ಅಳವಡಿಸಲಾಗಿದೆ. ಕ್ರಿಯಾಪದ ರೂಪಗಳು, ವಿಭಕ್ತಿ ಪ್ರತ್ಯಯಗಳು ಮತ್ತು ಉಪಭಾಷೆಗಳ ವ್ಯತ್ಯಾಸಗಳನ್ನು ಗುರುತಿಸಲಾಗಿದೆ. ಈ ಮೂಲಕ ಭಾಷೆಯ ಶುದ್ಧತೆ ಕಾಪಾಡಲಾಗುತ್ತದೆ. <box>686 635 792 692</box>
sign-name: ಕನ್ಯಾ <box>42 943 54 952</box>
llm-bullet-text: ಸ್ಟಾರ್ಟಪ್ ಪ್ರಾಜೆಕ್ಟ್ ವಿಧಾನ ಬಳಕೆ <box>814 727 885 736</box>
horoscope-sign <box>115 583 197 652</box>
ucc-para-5: ಒಬ್ಬ ಮಹಿಳೆಗೆ ಒಂದು ಕಾನೂನು, ಮತ್ತೊಬ್ಬರಿಗೆ ಇನ್ನೊಂದು ಕಾನೂನು ಇರುವುದು ಸರಿಯಲ್ಲ. ಎಲ್ಲ ಧರ್ಮದ ಮಹಿಳೆಯರಿಗೂ ಸಮಾನ ಹಕ್ಕು ದೊರೆಯಬೇಕು ಎಂದು ನ್ಯಾಯಪೀಠ ಅಭಿಪ್ರಾಯಪಟ್ಟಿತು. ಕೇಂದ್ರ ಸರ್ಕಾರದ ಪ್ರತಿಕ್ರಿಯೆ ಕೋರಿ ನೋಟಿಸ್ ಜಾರಿ ಮಾಡಲಾಗಿದೆ. <box>366 919 518 966</box>
shah-sub-2: ನಿರ್ಣಯಕ್ಕೆ 50 ಕ್ಕೂ ಹೆಚ್ಚು ಸಂಸದರ ಬೆಂಬಲ: <box>236 1224 345 1234</box>
flight-text: ಅಂತಾರಾಷ್ಟ್ರೀಯ ಮಾರ್ಗಗಳಲ್ಲಿ ವಿಮಾನ ಟಿಕೆಟ್ ದರ ಶೇ.30ರಷ್ಟು ಏರಿಕೆಯಾಗಿದೆ. ಇಂಧನ ದರ ಏರಿಕೆಯ ಹಿನ್ನೆಲೆಯಲ್ಲಿ ವಿಮಾನಯಾನ ಸಂಸ್ಥೆಗಳು ಹೆಚ್ಚುವರಿ ಶುಲ್ಕ ವಿಧಿಸಲು ಮುಂದಾಗಿವೆ. <box>671 283 909 303</box>
dateline-box <box>46 38 206 78</box>
gulika-kala: ಗುಳಿಕಕಾಲ: 10.30–12.00 <box>71 1085 153 1094</box>
ucc-para-3: ಮುಖ್ಯ ನ್ಯಾಯಮೂರ್ತಿ ಸೂರ್ಯ ಕಾಂತ್, ನ್ಯಾಯಮೂರ್ತಿ ಜೋಯಮಾಲ್ಯ ಬಾಗ್ಚಿ ನೇತೃತ್ವದ ಪೀಠ, ಈ ವಿಷಯದಲ್ಲಿ ಶಾಸಕಾಂಗವೇ ಸೂಕ್ತ ನಿರ್ಧಾರ ಕೈಗೊಳ್ಳಬೇಕು. 1937ರ ಕಾನೂನಿನ ಸಿಂಧುತ್ವದ ಬಗ್ಗೆ ವಿಚಾರಣೆ ನಡೆಸಲಾಗುವುದು ಎಂದು ಹೇಳಿತು. <box>206 947 358 985</box>
llm-bullet <box>806 715 914 724</box>
gas-sub-3: ರಿಫೈನರಿಗಳು ಮತ್ತು ಪೆಟ್ರೋಕೆಮಿಕಲ್ ಘಟಕಗಳ ಮೇಲೆ ಪರಿಣಾಮ: <box>499 169 651 179</box>
briefs-panel <box>665 96 915 356</box>
horoscope-sign <box>28 943 110 1012</box>
acid-story <box>206 368 672 798</box>
sign-name: ವೃಷಭ <box>42 655 59 664</box>
zodiac-icon <box>115 871 126 882</box>
horoscope-sign <box>28 727 110 796</box>
kidi-author: ವಾಸುದೇವರಾವ್ ಕಕ್ಕೆಗೋಳಿ <box>83 410 141 418</box>
llm-badge: LLM <box>827 646 893 686</box>
acid-para-5: ಜನರಿಗೆ ತಿಂಗಳಿಗೆ 10 ಸಾವಿರ ರೂ. ಮಾಸಾಶನ ನೀಡಲಾಗುತ್ತಿದೆ. ಇನ್ನುಮುಂದೆ 50 ಸಾವಿರ ರೂ. ನೀಡಲು ತೀರ್ಮಾನಿಸಲಾಗಿದೆ. ಚಿಕಿತ್ಸೆಗೆ ಬೇಕಾದ ವೆಚ್ಚವನ್ನು ಸರ್ಕಾರವೇ ಭರಿಸಲಿದೆ ಎಂದು ಸಚಿವರು ಸದನಕ್ಕೆ ಭರವಸೆ ನೀಡಿದರು. ಅಗತ್ಯ ಬಿದ್ದರೆ ಕೆಲಸ ನೀಡುವ ಬಗ್ಗೆಯೂ ಪರಿಶೀಲನೆ ನಡೆಸಲಾಗುವುದು. <box>518 636 672 683</box>
shah-para-3: ಸದನದಲ್ಲಿ ಗದ್ದಲ ಸೃಷ್ಟಿಸಿ ಕಲಾಪಕ್ಕೆ ಅಡ್ಡಿಪಡಿಸುವುದು ಪ್ರತಿಪಕ್ಷಗಳ ಅಭ್ಯಾಸವಾಗಿದೆ. ಸ್ಪೀಕರ್ ಅವರು ನಿಯಮಾನುಸಾರ ಕಾರ್ಯನಿರ್ವಹಿಸಿದ್ದಾರೆ ಎಂದರು. <box>30 1271 230 1290</box>
ucc-story <box>206 808 518 1140</box>
budget-para-2: ಬಜೆಟ್ ಮೇಲಿನ ಚರ್ಚೆಯಲ್ಲಿ ಪಾಲ್ಗೊಂಡು ಮಾತನಾಡಿದ ಅವರು, ರಾಜ್ಯದ ಸಾಲದ ಪ್ರಮಾಣ ಹೆಚ್ಚುತ್ತಿದೆ. 2023ರಿಂದ 2026ರವರೆಗೆ ಸರ್ಕಾರ ಮಾಡಿದ ಸಾಲ ರೂ.2.89 ಲಕ್ಷ ಕೋಟಿ ದಾಟಿದೆ. ಇದು ರಾಜ್ಯದ ಆರ್ಥಿಕ ಸ್ಥಿತಿಗೆ ಅಪಾಯಕಾರಿ ಎಂದರು. <box>601 876 727 923</box>
acid-caption-title: ಸಂತ್ರಸ್ತರ ಪರ ಧ್ವನಿಗೂಡಿಸಿದ ಡಿಸಿಎಂ, ಥಲವಾದಿ <box>562 471 661 497</box>
ucc-para-1: ದೇಶದಲ್ಲಿ ಏಕರೂಪ ನಾಗರಿಕ ಸಂಹಿತೆ (ಯುಸಿಸಿ) ಅನುಷ್ಠಾನದ ಸಮಯ ಬಂದಿದೆ ಎಂದು ಸುಪ್ರೀಂ ಕೋರ್ಟ್ ಅಭಿಪ್ರಾಯಪಟ್ಟಿದೆ. ಮುಸ್ಲಿಂ ಮಹಿಳೆಯರ ಆಸ್ತಿ ಹಕ್ಕಿಗೆ ಸಂಬಂಧಿಸಿದ ಅರ್ಜಿಯ ವಿಚಾರಣೆ ವೇಳೆ ನ್ಯಾಯಪೀಠ ಈ ಮಾತು ಹೇಳಿದೆ. <box>206 872 358 910</box>
spark-icon: ✸ <box>158 370 180 400</box>
gas-dateline: ಪುಟ ೧ ರಿಂದ <box>337 130 371 139</box>
